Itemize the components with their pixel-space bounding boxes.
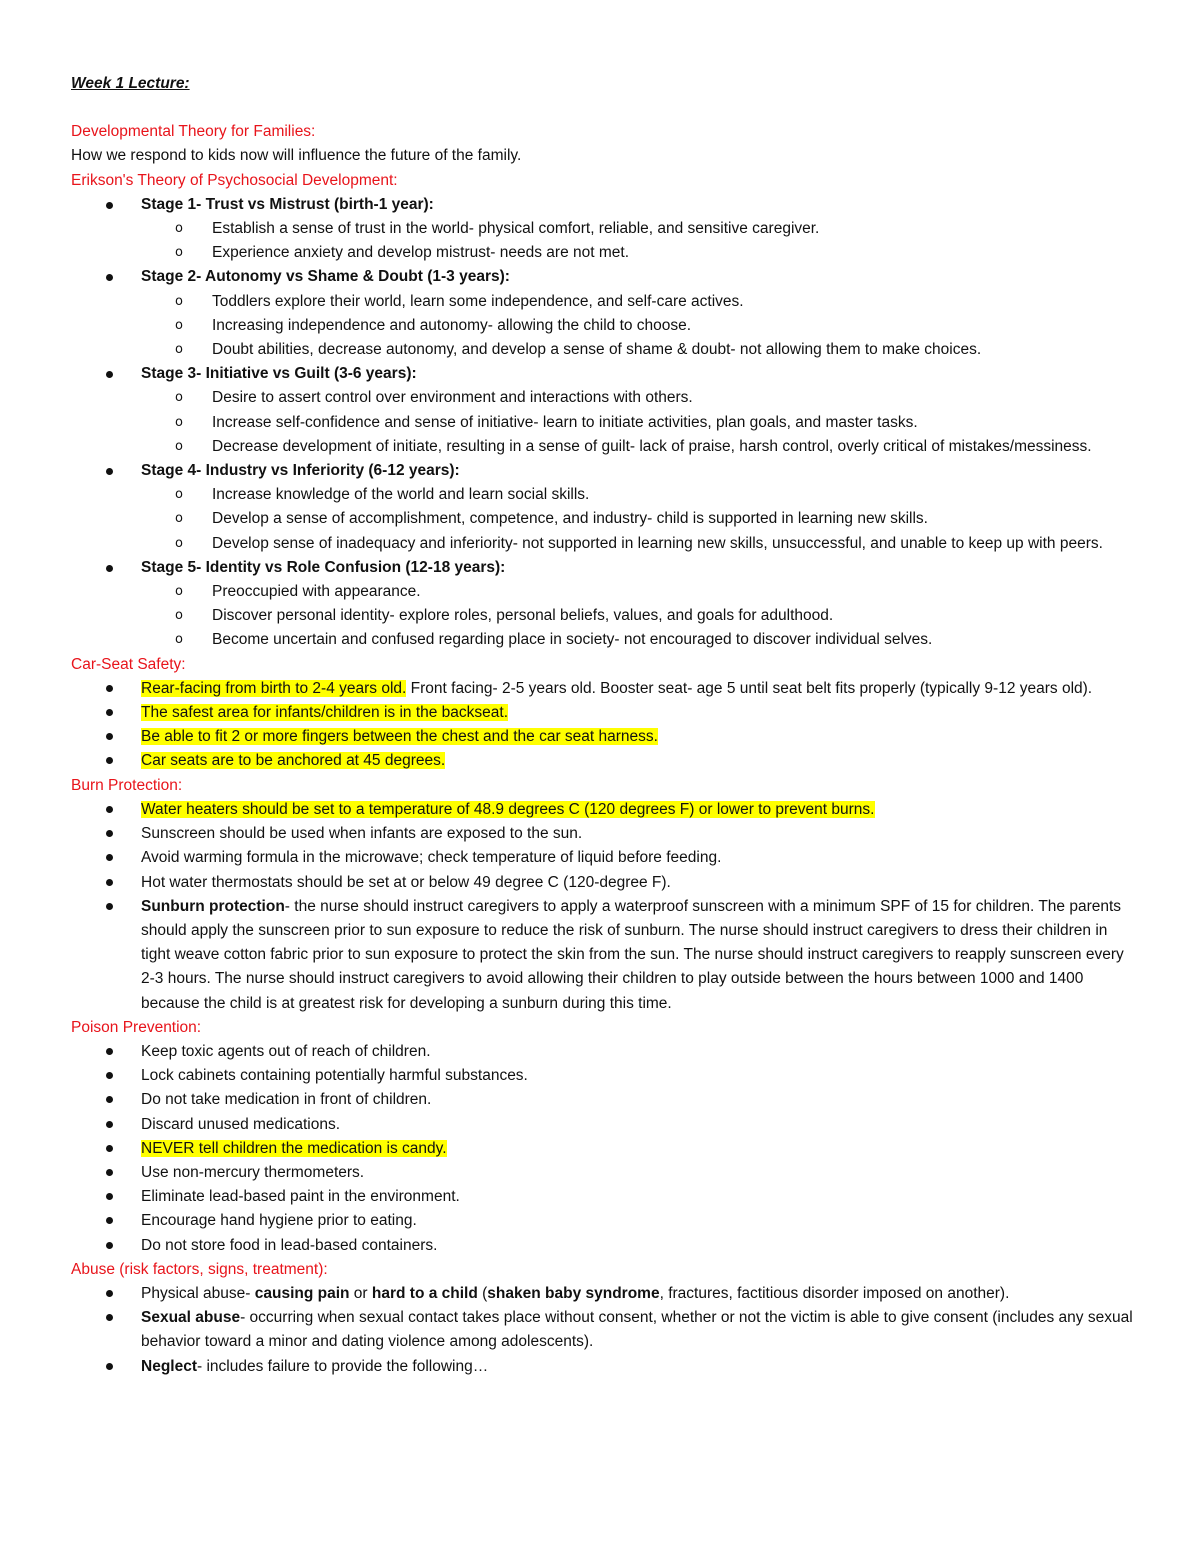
list-item: [71, 193, 1140, 266]
list-item: [71, 1282, 1140, 1306]
bold-term: hard to a child: [371, 1284, 478, 1302]
list-item: Discard unused medications.: [71, 1113, 1140, 1137]
list-item: [71, 459, 1140, 556]
list-item: Do not take medication in front of children.: [71, 1088, 1140, 1112]
list-item: Lock cabinets containing potentially harmful substances.: [71, 1064, 1140, 1088]
bold-term: Neglect: [141, 1357, 197, 1375]
list-item: Do not store food in lead-based containers.: [71, 1234, 1140, 1258]
poison-prevention-list: [71, 1040, 1140, 1258]
list-item: [71, 265, 1140, 362]
list-text: Physical abuse-: [141, 1284, 255, 1302]
section-heading-abuse: Abuse (risk factors, signs, treatment):: [71, 1260, 328, 1278]
list-item: o Toddlers explore their world, learn some independence, and self-care actives.: [141, 290, 1140, 314]
list-item: o Increase knowledge of the world and learn social skills.: [141, 483, 1140, 507]
list-item: Encourage hand hygiene prior to eating.: [71, 1209, 1140, 1233]
abuse-list: [71, 1282, 1140, 1379]
list-item: [71, 798, 1140, 822]
highlighted-text: Rear-facing from birth to 2-4 years old.: [141, 679, 407, 697]
list-item: o Doubt abilities, decrease autonomy, and develop a sense of shame & doubt- not allowing them to make choices.: [141, 338, 1140, 362]
list-item: [71, 1355, 1140, 1379]
list-item: Eliminate lead-based paint in the environment.: [71, 1185, 1140, 1209]
list-item: Hot water thermostats should be set at or below 49 degree C (120-degree F).: [71, 871, 1140, 895]
stage-label: Stage 2- Autonomy vs Shame & Doubt (1-3 years):: [141, 268, 510, 286]
list-item: o Establish a sense of trust in the world- physical comfort, reliable, and sensitive caregiver.: [141, 217, 1140, 241]
list-text: (: [477, 1284, 488, 1302]
section-heading-poison-prevention: Poison Prevention:: [71, 1018, 202, 1036]
list-item: o Develop a sense of accomplishment, competence, and industry- child is supported in learning new skills.: [141, 507, 1140, 531]
bold-term: shaken baby syndrome: [487, 1284, 660, 1302]
bold-term: causing pain: [254, 1284, 350, 1302]
list-text: - occurring when sexual contact takes place without consent, whether or not the victim is able to give consent (includes any sexual behavior toward a minor and dating violence among adolescents).: [141, 1309, 1133, 1351]
bold-term: Sunburn protection: [141, 897, 285, 915]
highlighted-text: NEVER tell children the medication is candy.: [141, 1139, 447, 1157]
list-item: Sunscreen should be used when infants are exposed to the sun.: [71, 822, 1140, 846]
list-item: [71, 362, 1140, 459]
highlighted-text: Car seats are to be anchored at 45 degrees.: [141, 752, 446, 770]
stage-label: Stage 4- Industry vs Inferiority (6-12 years):: [141, 462, 460, 480]
list-text: , fractures, factitious disorder imposed on another).: [659, 1284, 1010, 1302]
list-item: Use non-mercury thermometers.: [71, 1161, 1140, 1185]
section-heading-erikson: Erikson's Theory of Psychosocial Development:: [71, 171, 398, 189]
burn-protection-list: [71, 798, 1140, 1016]
erikson-stage-list: [71, 193, 1140, 653]
list-item: [71, 895, 1140, 1016]
car-seat-list: [71, 677, 1140, 774]
list-item: o Decrease development of initiate, resulting in a sense of guilt- lack of praise, harsh control, overly critical of mistakes/messiness.: [141, 435, 1140, 459]
list-item: o Become uncertain and confused regarding place in society- not encouraged to discover individual selves.: [141, 628, 1140, 652]
list-item: [71, 677, 1140, 701]
list-item: o Desire to assert control over environment and interactions with others.: [141, 386, 1140, 410]
section-heading-developmental-theory: Developmental Theory for Families:: [71, 123, 316, 141]
stage-point-list: [141, 290, 1140, 363]
list-item: o Increase self-confidence and sense of initiative- learn to initiate activities, plan goals, and master tasks.: [141, 411, 1140, 435]
list-item: [71, 725, 1140, 749]
stage-point-list: [141, 386, 1140, 459]
stage-label: Stage 1- Trust vs Mistrust (birth-1 year):: [141, 195, 434, 213]
list-item: o Preoccupied with appearance.: [141, 580, 1140, 604]
list-item: [71, 1306, 1140, 1354]
list-item: [71, 556, 1140, 653]
list-item: [71, 1137, 1140, 1161]
highlighted-text: The safest area for infants/children is in the backseat.: [141, 704, 509, 722]
list-item: Avoid warming formula in the microwave; check temperature of liquid before feeding.: [71, 846, 1140, 870]
list-item: Keep toxic agents out of reach of children.: [71, 1040, 1140, 1064]
intro-text: How we respond to kids now will influence the future of the family.: [71, 147, 522, 165]
list-text: - includes failure to provide the following…: [197, 1357, 489, 1375]
stage-point-list: [141, 483, 1140, 556]
stage-point-list: [141, 580, 1140, 653]
list-text: - the nurse should instruct caregivers to apply a waterproof sunscreen with a minimum SPF of 15 for children. The parents should apply the sunscreen prior to sun exposure to reduce the risk of sunburn. The nurse should instruct caregivers to dress their children in tight weave cotton fabric prior to sun exposure to protect the skin from the sun. The nurse should instruct caregivers to reapply sunscreen every 2-3 hours. The nurse should instruct caregivers to avoid allowing their children to play outside between the hours between 1000 and 1400 because the child is at greatest risk for developing a sunburn during this time.: [141, 897, 1124, 1012]
section-heading-car-seat: Car-Seat Safety:: [71, 655, 186, 673]
list-item: o Develop sense of inadequacy and inferiority- not supported in learning new skills, unsuccessful, and unable to keep up with peers.: [141, 532, 1140, 556]
page-title: Week 1 Lecture:: [71, 75, 190, 92]
list-text: Front facing- 2-5 years old. Booster seat- age 5 until seat belt fits properly (typically 9-12 years old).: [406, 679, 1093, 697]
highlighted-text: Be able to fit 2 or more fingers between the chest and the car seat harness.: [141, 728, 658, 746]
list-item: o Experience anxiety and develop mistrust- needs are not met.: [141, 241, 1140, 265]
list-item: [71, 749, 1140, 773]
bold-term: Sexual abuse: [141, 1309, 241, 1327]
list-item: o Discover personal identity- explore roles, personal beliefs, values, and goals for adulthood.: [141, 604, 1140, 628]
list-item: o Increasing independence and autonomy- allowing the child to choose.: [141, 314, 1140, 338]
list-text: or: [349, 1284, 372, 1302]
stage-point-list: [141, 217, 1140, 265]
stage-label: Stage 5- Identity vs Role Confusion (12-18 years):: [141, 558, 506, 576]
stage-label: Stage 3- Initiative vs Guilt (3-6 years):: [141, 365, 417, 383]
highlighted-text: Water heaters should be set to a temperature of 48.9 degrees C (120 degrees F) or lower to prevent burns.: [141, 800, 875, 818]
section-heading-burn-protection: Burn Protection:: [71, 776, 183, 794]
list-item: [71, 701, 1140, 725]
